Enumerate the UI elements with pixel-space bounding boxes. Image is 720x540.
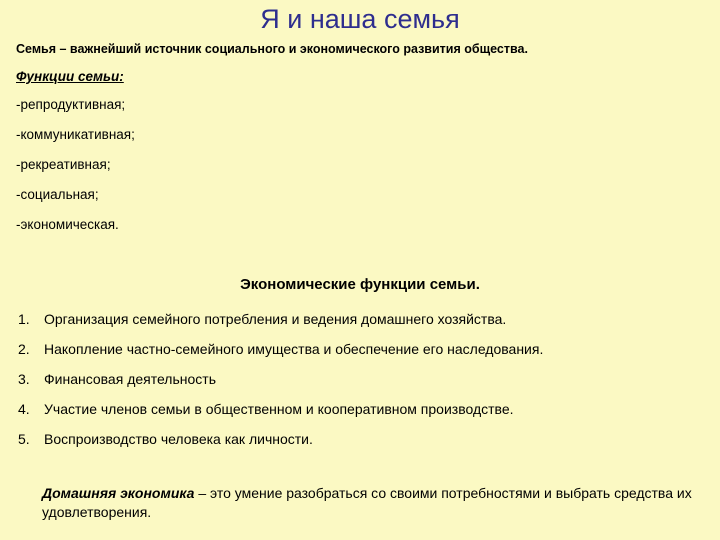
item-text: Финансовая деятельность [44, 371, 216, 387]
list-item: -коммуникативная; [16, 127, 135, 142]
list-item: -репродуктивная; [16, 97, 126, 112]
list-item [18, 370, 543, 400]
item-text: Участие членов семьи в общественном и кооперативном производстве. [44, 401, 514, 417]
economic-functions-heading: Экономические функции семьи. [240, 276, 480, 293]
item-number: 1. [18, 311, 30, 327]
item-text: Накопление частно-семейного имущества и обеспечение его наследования. [44, 341, 544, 357]
list-item [18, 340, 543, 370]
item-number: 3. [18, 371, 30, 387]
list-item [18, 430, 543, 460]
item-number: 4. [18, 401, 30, 417]
item-number: 5. [18, 431, 30, 447]
item-text: Воспроизводство человека как личности. [44, 431, 313, 447]
functions-list [16, 96, 135, 246]
economic-functions-list [18, 310, 543, 460]
item-number: 2. [18, 341, 30, 357]
list-item: -экономическая. [16, 217, 119, 232]
page-title: Я и наша семья [260, 4, 460, 34]
item-text: Организация семейного потребления и ведения домашнего хозяйства. [44, 311, 507, 327]
home-economy-term: Домашняя экономика [42, 485, 195, 501]
home-economy-text: – это умение разобраться со своими потребностями и выбрать средства их удовлетворения. [42, 485, 692, 520]
intro-text: Семья – важнейший источник социального и экономического развития общества. [16, 42, 528, 56]
functions-heading: Функции семьи: [16, 69, 124, 84]
home-economy-definition [42, 484, 712, 522]
list-item: -рекреативная; [16, 157, 111, 172]
list-item [18, 400, 543, 430]
list-item: -социальная; [16, 187, 99, 202]
list-item [18, 310, 543, 340]
